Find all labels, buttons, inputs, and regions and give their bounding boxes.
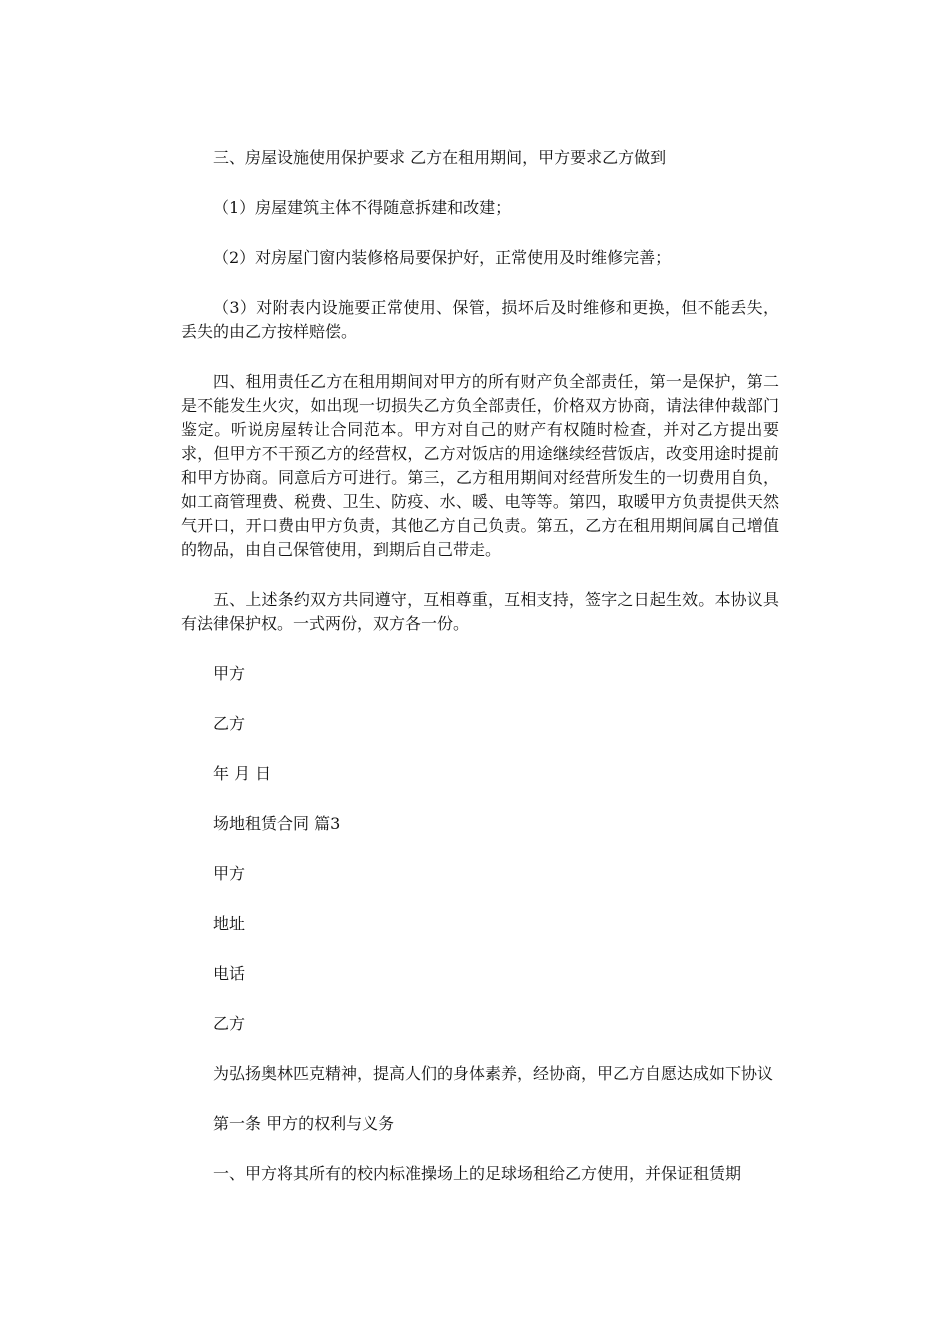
clause-5-paragraph: 五、上述条约双方共同遵守，互相尊重，互相支持，签字之日起生效。本协议具有法律保护权。一式两份，双方各一份。 <box>181 590 779 633</box>
clause-3-item-2: （2）对房屋门窗内装修格局要保护好，正常使用及时维修完善； <box>213 248 672 267</box>
clause-3-item-3: （3）对附表内设施要正常使用、保管，损坏后及时维修和更换，但不能丢失，丢失的由乙方按样赔偿。 <box>181 298 779 341</box>
document-body <box>181 146 779 1186</box>
signature-date: 年 月 日 <box>213 764 272 783</box>
contract-3-party-b: 乙方 <box>213 1014 246 1033</box>
signature-party-a: 甲方 <box>213 664 246 683</box>
contract-3-title: 场地租赁合同 篇3 <box>213 814 341 833</box>
article-1-item-1: 一、甲方将其所有的校内标准操场上的足球场租给乙方使用，并保证租赁期 <box>213 1164 742 1183</box>
article-1-heading: 第一条 甲方的权利与义务 <box>213 1114 395 1133</box>
clause-3-heading: 三、房屋设施使用保护要求 乙方在租用期间，甲方要求乙方做到 <box>213 148 667 167</box>
contract-3-party-a: 甲方 <box>213 864 246 883</box>
contract-3-preamble: 为弘扬奥林匹克精神，提高人们的身体素养，经协商，甲乙方自愿达成如下协议 <box>213 1064 774 1083</box>
clause-3-item-1: （1）房屋建筑主体不得随意拆建和改建； <box>213 198 512 217</box>
contract-3-phone: 电话 <box>213 964 246 983</box>
signature-party-b: 乙方 <box>213 714 246 733</box>
contract-3-address: 地址 <box>213 914 246 933</box>
clause-4-paragraph: 四、租用责任乙方在租用期间对甲方的所有财产负全部责任，第一是保护，第二是不能发生火灾，如出现一切损失乙方负全部责任，价格双方协商，请法律仲裁部门鉴定。听说房屋转让合同范本。甲方对自己的财产有权随时检查，并对乙方提出要求，但甲方不干预乙方的经营权，乙方对饭店的用途继续经营饭店，改变用途时提前和甲方协商。同意后方可进行。第三，乙方租用期间对经营所发生的一切费用自负，如工商管理费、税费、卫生、防疫、水、暖、电等等。第四，取暖甲方负责提供天然气开口，开口费由甲方负责，其他乙方自己负责。第五，乙方在租用期间属自己增值的物品，由自己保管使用，到期后自己带走。 <box>181 372 779 559</box>
